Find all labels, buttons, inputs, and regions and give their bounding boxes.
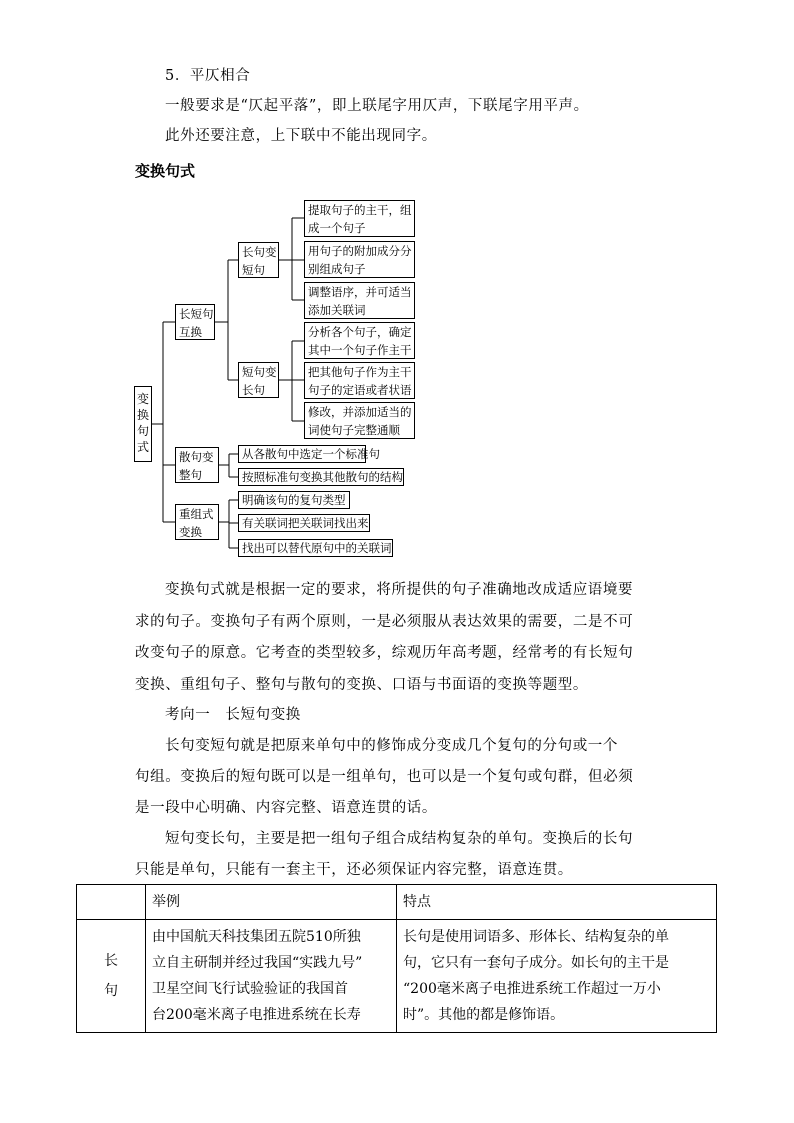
- table-row: [77, 920, 717, 1033]
- item-others-as-modifiers: 把其他句子作为主干 句子的定语或者状语: [304, 362, 415, 399]
- para1-line-4: 变换、重组句子、整句与散句的变换、口语与书面语的变换等题型。: [135, 677, 588, 693]
- table-header-feature: 特点: [397, 885, 717, 920]
- intro-line-1: 一般要求是“仄起平落”，即上联尾字用仄声，下联尾字用平声。: [165, 98, 589, 114]
- sub-short-to-long: 短句变 长句: [238, 362, 279, 398]
- table-header-empty: [77, 885, 146, 920]
- item-transform-structure: 按照标准句变换其他散句的结构: [238, 468, 404, 486]
- para2-line-1: 长句变短句就是把原来单句中的修饰成分变成几个复句的分句或一个: [165, 738, 618, 754]
- comparison-table: [76, 884, 717, 1033]
- para3-line-2: 只能是单句，只能有一套主干，还必须保证内容完整，语意连贯。: [135, 862, 573, 878]
- table-example-cell: 由中国航天科技集团五院510所独 立自主研制并经过我国“实践九号” 卫星空间飞行试验验证的我国首 台200毫米离子电推进系统在长寿: [146, 920, 397, 1033]
- sub-long-to-short: 长句变 短句: [238, 242, 279, 278]
- branch-loose-to-parallel: 散句变 整句: [175, 447, 219, 483]
- intro-line-2: 此外还要注意，上下联中不能出现同字。: [165, 128, 437, 144]
- table-row-label: 长 句: [77, 920, 146, 1033]
- para2-line-3: 是一段中心明确、内容完整、语意连贯的话。: [135, 800, 437, 816]
- item-revise: 修改，并添加适当的 词使句子完整通顺: [304, 402, 415, 439]
- para1-line-3: 改变句子的原意。它考查的类型较多，综观历年高考题，经常考的有长短句: [135, 645, 634, 661]
- item-attach-parts: 用句子的附加成分分 别组成句子: [304, 241, 415, 278]
- section-title: 变换句式: [135, 162, 196, 180]
- item-identify-type: 明确该句的复句类型: [238, 491, 350, 509]
- table-feature-cell: 长句是使用词语多、形体长、结构复杂的单 句，它只有一套句子成分。如长句的主干是 “200毫米离子电推进系统工作超过一万小 时”。其他的都是修饰语。: [397, 920, 717, 1033]
- intro-heading: 5．平仄相合: [165, 68, 251, 84]
- para2-line-2: 句组。变换后的短句既可以是一组单句，也可以是一个复句或句群，但必须: [135, 769, 634, 785]
- para1-line-1: 变换句式就是根据一定的要求，将所提供的句子准确地改成适应语境要: [165, 582, 634, 598]
- item-choose-standard: 从各散句中选定一个标准句: [238, 445, 366, 463]
- branch-reorganize: 重组式 变换: [175, 504, 219, 540]
- item-extract-trunk: 提取句子的主干，组 成一个句子: [304, 200, 415, 237]
- para3-line-1: 短句变长句，主要是把一组句子组合成结构复杂的单句。变换后的长句: [165, 831, 634, 847]
- item-adjust-order: 调整语序，并可适当 添加关联词: [304, 282, 415, 319]
- diagram-root: 变 换 句 式: [134, 386, 152, 462]
- table-header-row: [77, 885, 717, 920]
- table-header-example: 举例: [146, 885, 397, 920]
- item-replace-conjunctions: 找出可以替代原句中的关联词: [238, 539, 393, 557]
- subheading: 考向一 长短句变换: [165, 707, 301, 723]
- para1-line-2: 求的句子。变换句子有两个原则，一是必须服从表达效果的需要，二是不可: [135, 614, 634, 630]
- branch-long-short: 长短句 互换: [175, 304, 215, 340]
- item-find-conjunctions: 有关联词把关联词找出来: [238, 514, 370, 532]
- item-analyze-sentences: 分析各个句子，确定 其中一个句子作主干: [304, 322, 415, 359]
